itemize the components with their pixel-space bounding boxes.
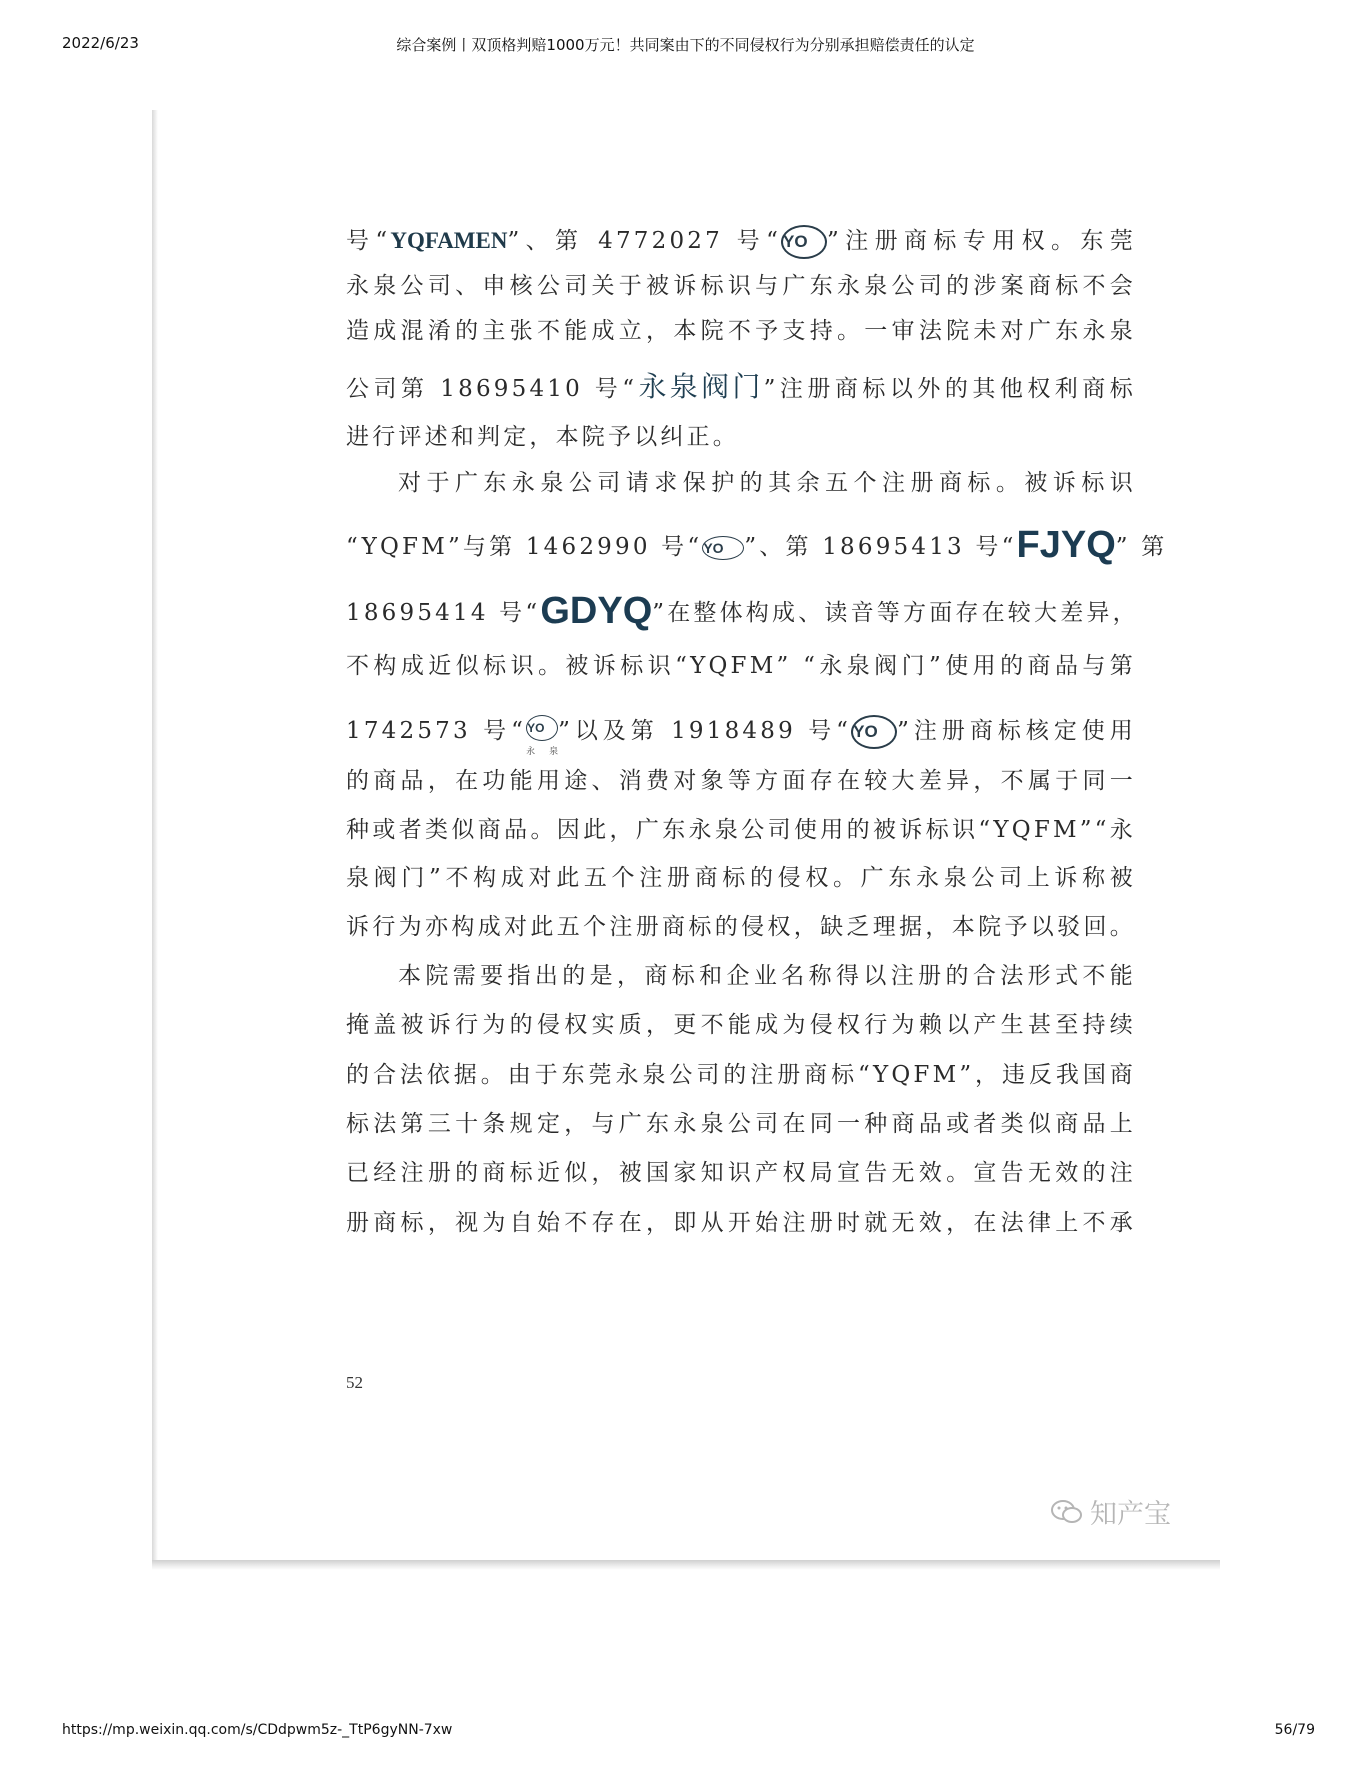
text-line: 永泉公司、申核公司关于被诉标识与广东永泉公司的涉案商标不会 — [346, 273, 1136, 299]
watermark-text: 知产宝 — [1090, 1499, 1171, 1530]
text-segment: ”在整体构成、读音等方面存在较大差异， — [652, 600, 1139, 626]
print-footer-page: 56/79 — [1274, 1722, 1315, 1738]
text-segment: 1742573 号“ — [346, 718, 527, 744]
text-line — [346, 221, 1136, 261]
text-line: 诉行为亦构成对此五个注册商标的侵权，缺乏理据，本院予以驳回。 — [346, 914, 1136, 940]
page-number: 52 — [346, 1373, 363, 1392]
page-bottom-shadow — [152, 1560, 1220, 1570]
yo-logo-trademark: YO — [781, 225, 827, 259]
text-segment: ”、第 4772027 号“ — [507, 228, 782, 254]
text-segment: ” 第 — [1115, 534, 1168, 560]
text-line: 册商标，视为自始不存在，即从开始注册时就无效，在法律上不承 — [346, 1210, 1136, 1236]
text-segment: ”注册商标核定使用 — [897, 718, 1136, 744]
text-segment: ”以及第 1918489 号“ — [558, 718, 852, 744]
trademark-gdyq: GDYQ — [540, 590, 653, 632]
trademark-yqfamen: YQFAMEN — [390, 228, 508, 253]
text-line: 造成混淆的主张不能成立，本院不予支持。一审法院未对广东永泉 — [346, 318, 1136, 344]
text-line: 标法第三十条规定，与广东永泉公司在同一种商品或者类似商品上 — [346, 1111, 1136, 1137]
text-line: 进行评述和判定，本院予以纠正。 — [346, 424, 739, 450]
text-segment: ”注册商标以外的其他权利商标 — [763, 376, 1136, 402]
text-line: 种或者类似商品。因此，广东永泉公司使用的被诉标识“YQFM”“永 — [346, 817, 1136, 843]
yo-yongquan-logo — [526, 707, 558, 757]
text-line: 本院需要指出的是，商标和企业名称得以注册的合法形式不能 — [398, 963, 1136, 989]
text-line: 的商品，在功能用途、消费对象等方面存在较大差异，不属于同一 — [346, 768, 1136, 794]
text-segment: 公司第 18695410 号“ — [346, 376, 638, 402]
print-header-title: 综合案例丨双顶格判赔1000万元！共同案由下的不同侵权行为分别承担赔偿责任的认定 — [396, 36, 975, 54]
text-segment: 号“ — [346, 228, 391, 254]
text-line: 对于广东永泉公司请求保护的其余五个注册商标。被诉标识 — [398, 470, 1136, 496]
text-line: 的合法依据。由于东莞永泉公司的注册商标“YQFM”，违反我国商 — [346, 1062, 1136, 1088]
text-segment: 18695414 号“ — [346, 600, 541, 626]
text-line: 泉阀门”不构成对此五个注册商标的侵权。广东永泉公司上诉称被 — [346, 865, 1136, 891]
text-line — [346, 524, 1168, 566]
text-segment: “YQFM”与第 1462990 号“ — [346, 534, 703, 560]
print-header-date: 2022/6/23 — [62, 34, 139, 52]
yo-logo-trademark: YO — [702, 536, 744, 560]
trademark-fjyq: FJYQ — [1016, 524, 1116, 566]
text-segment: ”、第 18695413 号“ — [744, 534, 1017, 560]
text-segment: ”注册商标专用权。东莞 — [827, 228, 1136, 254]
text-line: 掩盖被诉行为的侵权实质，更不能成为侵权行为赖以产生甚至持续 — [346, 1012, 1136, 1038]
text-line — [346, 367, 1136, 407]
print-footer-url: https://mp.weixin.qq.com/s/CDdpwm5z-_TtP6gyNN-7xw — [62, 1722, 453, 1738]
wechat-icon — [1050, 1498, 1084, 1526]
text-line — [346, 707, 1136, 757]
watermark — [1050, 1492, 1171, 1531]
yo-logo-trademark: YO — [851, 715, 897, 749]
logo-subtext: 永泉 — [526, 747, 559, 757]
page-edge-shadow — [152, 110, 158, 1570]
yo-logo-trademark: YO — [526, 715, 558, 741]
text-line: 已经注册的商标近似，被国家知识产权局宣告无效。宣告无效的注 — [346, 1160, 1136, 1186]
text-line: 不构成近似标识。被诉标识“YQFM” “永泉阀门”使用的商品与第 — [346, 653, 1136, 679]
trademark-yongquan-famen: 永泉阀门 — [637, 370, 764, 403]
text-line — [346, 590, 1139, 632]
